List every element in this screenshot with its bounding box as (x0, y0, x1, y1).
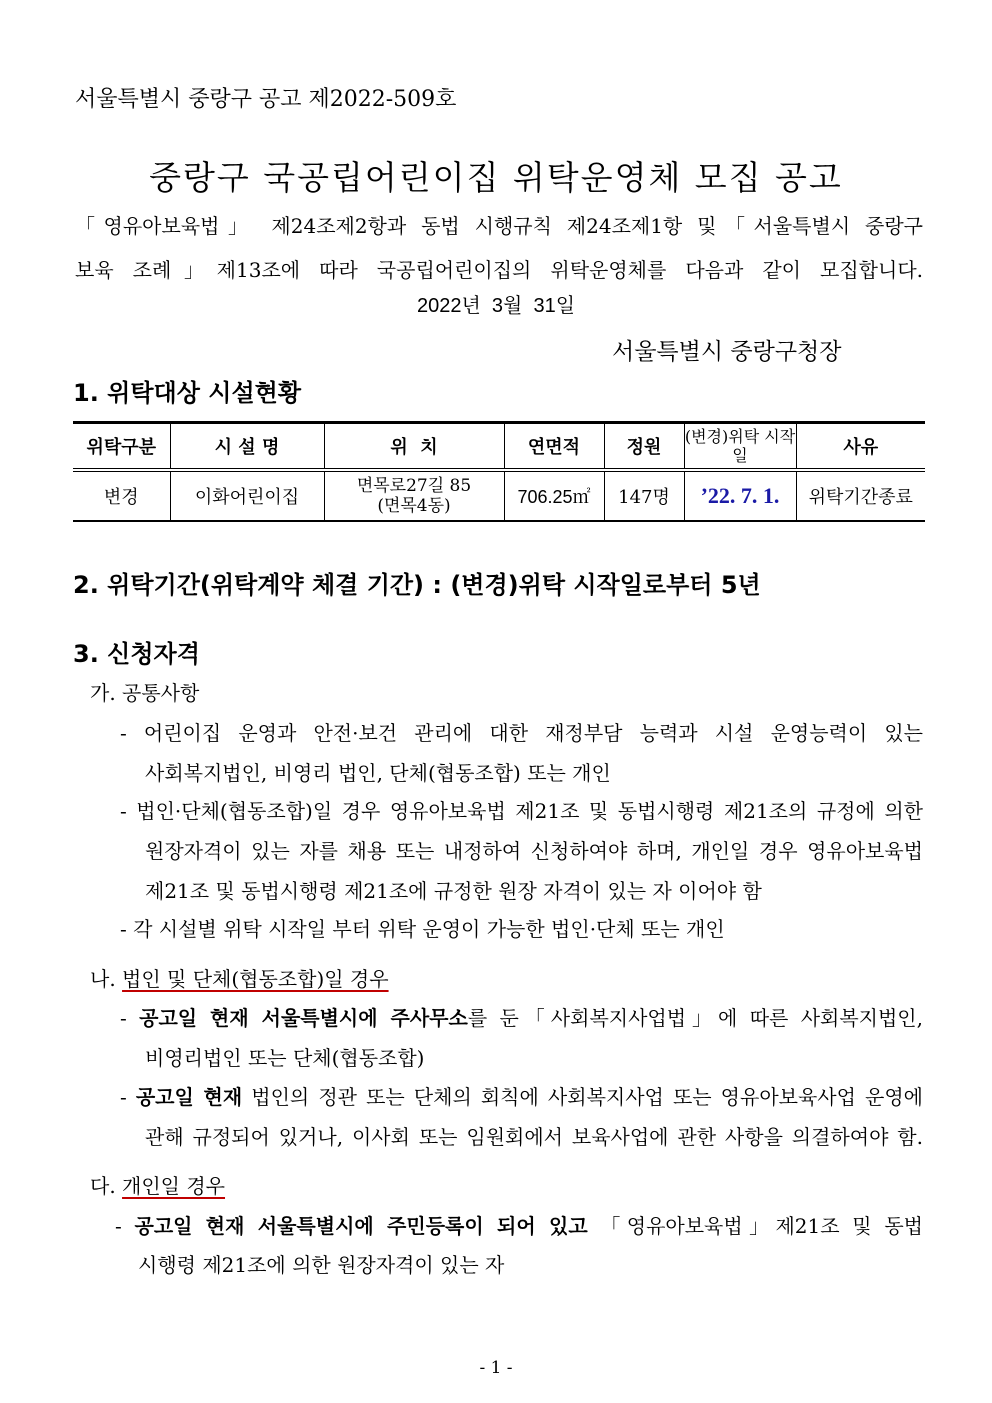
cell-start-date: ’22. 7. 1. (684, 470, 796, 521)
cell-area: 706.25㎡ (504, 470, 604, 521)
header-area: 연면적 (504, 423, 604, 471)
facility-table (73, 421, 925, 522)
ga-bullet-2-line-1: - 법인·단체(협동조합)일 경우 영유아보육법 제21조 및 동법시행령 제21조의 규정에 의한 (120, 799, 923, 823)
na-bullet-1-line-2: 비영리법인 또는 단체(협동조합) (145, 1046, 425, 1070)
da-bullet-1-bold: 공고일 현재 서울특별시에 주민등록이 되어 있고 (134, 1214, 588, 1238)
cell-type: 변경 (73, 470, 170, 521)
ga-bullet-1-line-1: - 어린이집 운영과 안전·보건 관리에 대한 재정부담 능력과 시설 운영능력이 있는 (120, 721, 923, 745)
header-facility-name: 시 설 명 (170, 423, 324, 471)
da-bullet-1-dash: - (115, 1214, 135, 1238)
cell-reason: 위탁기간종료 (796, 470, 925, 521)
na-bullet-1-line-1 (120, 1002, 923, 1031)
da-bullet-1-line-1 (115, 1210, 923, 1239)
na-bullet-2-dash: - (120, 1085, 136, 1109)
cell-capacity: 147명 (604, 470, 684, 521)
page-number: - 1 - (479, 1358, 513, 1378)
header-capacity: 정원 (604, 423, 684, 471)
subsection-da-title: 개인일 경우 (122, 1174, 226, 1198)
section-3-heading: 3. 신청자격 (73, 640, 200, 668)
na-bullet-1-dash: - (120, 1006, 140, 1030)
page-title: 중랑구 국공립어린이집 위탁운영체 모집 공고 (149, 158, 843, 197)
ga-bullet-1-line-2: 사회복지법인, 비영리 법인, 단체(협동조합) 또는 개인 (145, 761, 611, 785)
table-header-row (73, 423, 925, 471)
issuer: 서울특별시 중랑구청장 (612, 339, 842, 365)
subsection-da-prefix: 다. (90, 1174, 123, 1198)
subsection-na (90, 963, 389, 992)
header-start-date: (변경)위탁 시작일 (684, 423, 796, 471)
intro-line-2: 보육 조례」제13조에 따라 국공립어린이집의 위탁운영체를 다음과 같이 모집합니다. (75, 258, 923, 282)
cell-location (324, 470, 504, 521)
subsection-ga-title: 가. 공통사항 (90, 681, 200, 705)
notice-number: 서울특별시 중랑구 공고 제2022-509호 (75, 87, 457, 112)
ga-bullet-2-line-3: 제21조 및 동법시행령 제21조에 규정한 원장 자격이 있는 자 이어야 함 (145, 879, 762, 903)
subsection-na-prefix: 나. (90, 967, 123, 991)
subsection-da (90, 1170, 225, 1199)
na-bullet-2-bold: 공고일 현재 (135, 1085, 243, 1109)
header-location: 위 치 (324, 423, 504, 471)
subsection-na-title: 법인 및 단체(협동조합)일 경우 (122, 967, 389, 991)
ga-bullet-2-line-2: 원장자격이 있는 자를 채용 또는 내정하여 신청하여야 하며, 개인일 경우 영유아보육법 (145, 839, 923, 863)
header-reason: 사유 (796, 423, 925, 471)
ga-bullet-3-line-1: - 각 시설별 위탁 시작일 부터 위탁 운영이 가능한 법인·단체 또는 개인 (120, 917, 725, 941)
da-bullet-1-rest: 「영유아보육법」제21조 및 동법 (587, 1214, 923, 1238)
cell-facility-name: 이화어린이집 (170, 470, 324, 521)
header-type: 위탁구분 (73, 423, 170, 471)
cell-location-line-1: 면목로27길 85 (356, 476, 472, 496)
section-1-heading: 1. 위탁대상 시설현황 (73, 379, 301, 407)
na-bullet-1-bold: 공고일 현재 서울특별시에 주사무소 (139, 1006, 468, 1030)
na-bullet-2-line-2: 관해 규정되어 있거나, 이사회 또는 임원회에서 보육사업에 관한 사항을 의결하여야 함. (145, 1125, 923, 1149)
intro-line-1: 「영유아보육법」 제24조제2항과 동법 시행규칙 제24조제1항 및「서울특별시 중랑구 (75, 214, 923, 238)
na-bullet-2-line-1 (120, 1081, 923, 1110)
cell-location-line-2: (면목4동) (377, 496, 451, 516)
section-2-heading: 2. 위탁기간(위탁계약 체결 기간) : (변경)위탁 시작일로부터 5년 (73, 571, 761, 599)
na-bullet-2-rest: 법인의 정관 또는 단체의 회칙에 사회복지사업 또는 영유아보육사업 운영에 (242, 1085, 923, 1109)
table-row (73, 470, 925, 521)
na-bullet-1-rest: 를 둔「사회복지사업법」에 따른 사회복지법인, (467, 1006, 923, 1030)
da-bullet-1-line-2: 시행령 제21조에 의한 원장자격이 있는 자 (138, 1253, 505, 1277)
notice-date: 2022년 3월 31일 (416, 295, 576, 317)
